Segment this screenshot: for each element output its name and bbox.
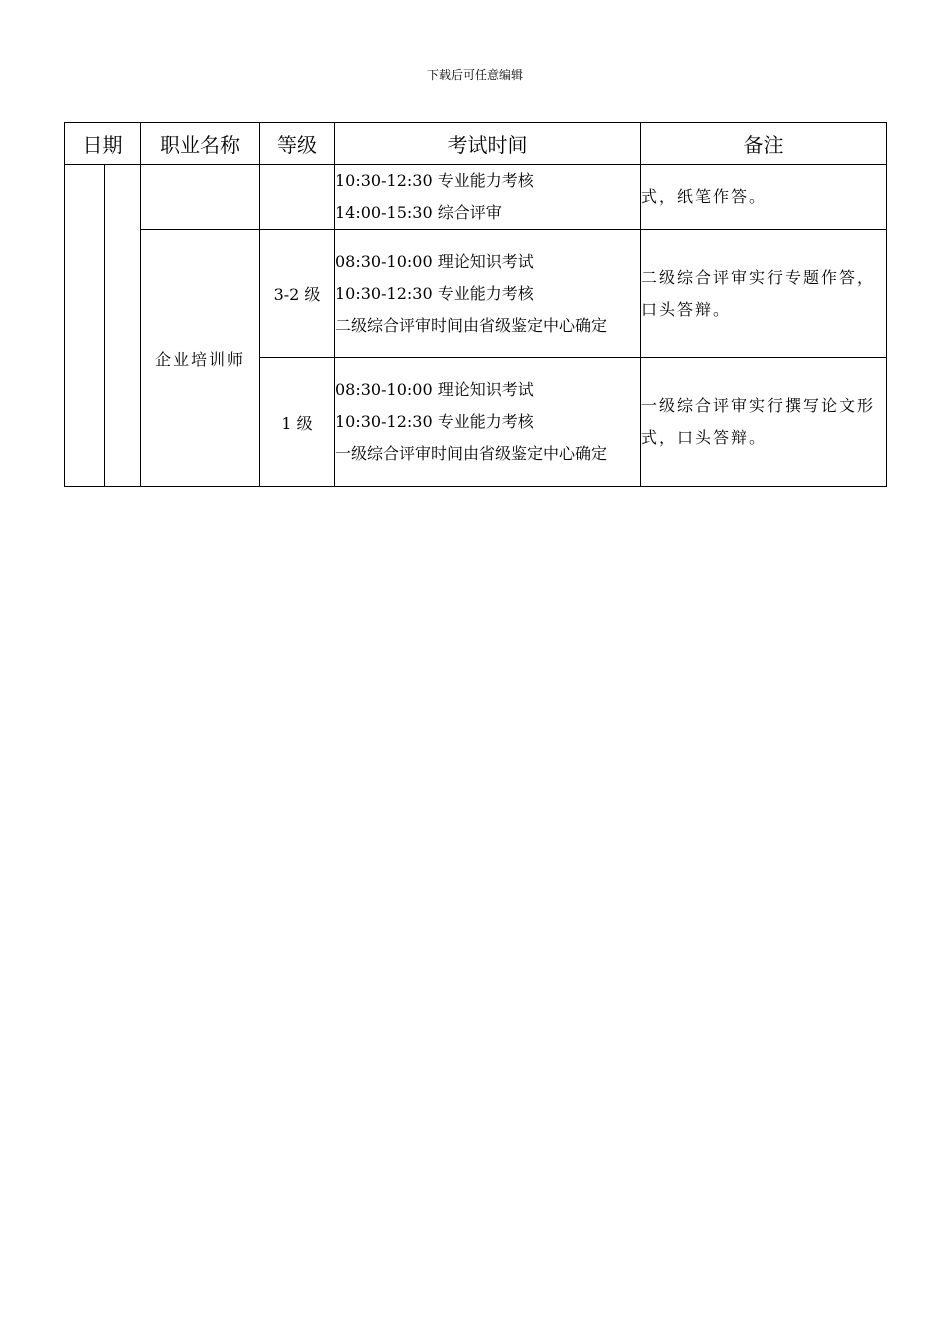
exam-time-line: 二级综合评审时间由省级鉴定中心确定	[335, 315, 608, 335]
occupation-cell	[141, 165, 260, 230]
col-header-exam-time: 考试时间	[335, 123, 641, 165]
table-row	[65, 230, 887, 358]
remarks-cell: 二级综合评审实行专题作答，口头答辩。	[641, 230, 887, 358]
exam-time-line: 10:30-12:30 专业能力考核	[335, 283, 534, 303]
remarks-cell: 一级综合评审实行撰写论文形式，口头答辩。	[641, 358, 887, 487]
exam-time-line: 10:30-12:30 专业能力考核	[335, 171, 534, 190]
exam-time-cell	[335, 230, 641, 358]
exam-time-line: 14:00-15:30 综合评审	[335, 203, 502, 222]
exam-time-cell	[335, 165, 641, 230]
col-header-level: 等级	[260, 123, 335, 165]
level-cell: 3-2 级	[260, 230, 335, 358]
exam-time-cell	[335, 358, 641, 487]
exam-time-line: 08:30-10:00 理论知识考试	[335, 380, 534, 399]
page-header: 下载后可任意编辑	[426, 68, 523, 82]
table-row	[65, 165, 887, 230]
col-header-remarks: 备注	[641, 123, 887, 165]
exam-time-line: 10:30-12:30 专业能力考核	[335, 412, 534, 431]
remarks-cell: 式，纸笔作答。	[641, 165, 887, 230]
exam-time-line: 一级综合评审时间由省级鉴定中心确定	[335, 444, 608, 463]
exam-time-line: 08:30-10:00 理论知识考试	[335, 251, 534, 271]
date-cell-inner	[105, 165, 141, 487]
col-header-date: 日期	[65, 123, 141, 165]
table-header-row	[65, 123, 887, 165]
level-cell	[260, 165, 335, 230]
exam-schedule-table	[64, 122, 887, 487]
level-cell: 1 级	[260, 358, 335, 487]
date-cell-outer	[65, 165, 105, 487]
occupation-cell: 企业培训师	[141, 230, 260, 487]
col-header-occupation: 职业名称	[141, 123, 260, 165]
